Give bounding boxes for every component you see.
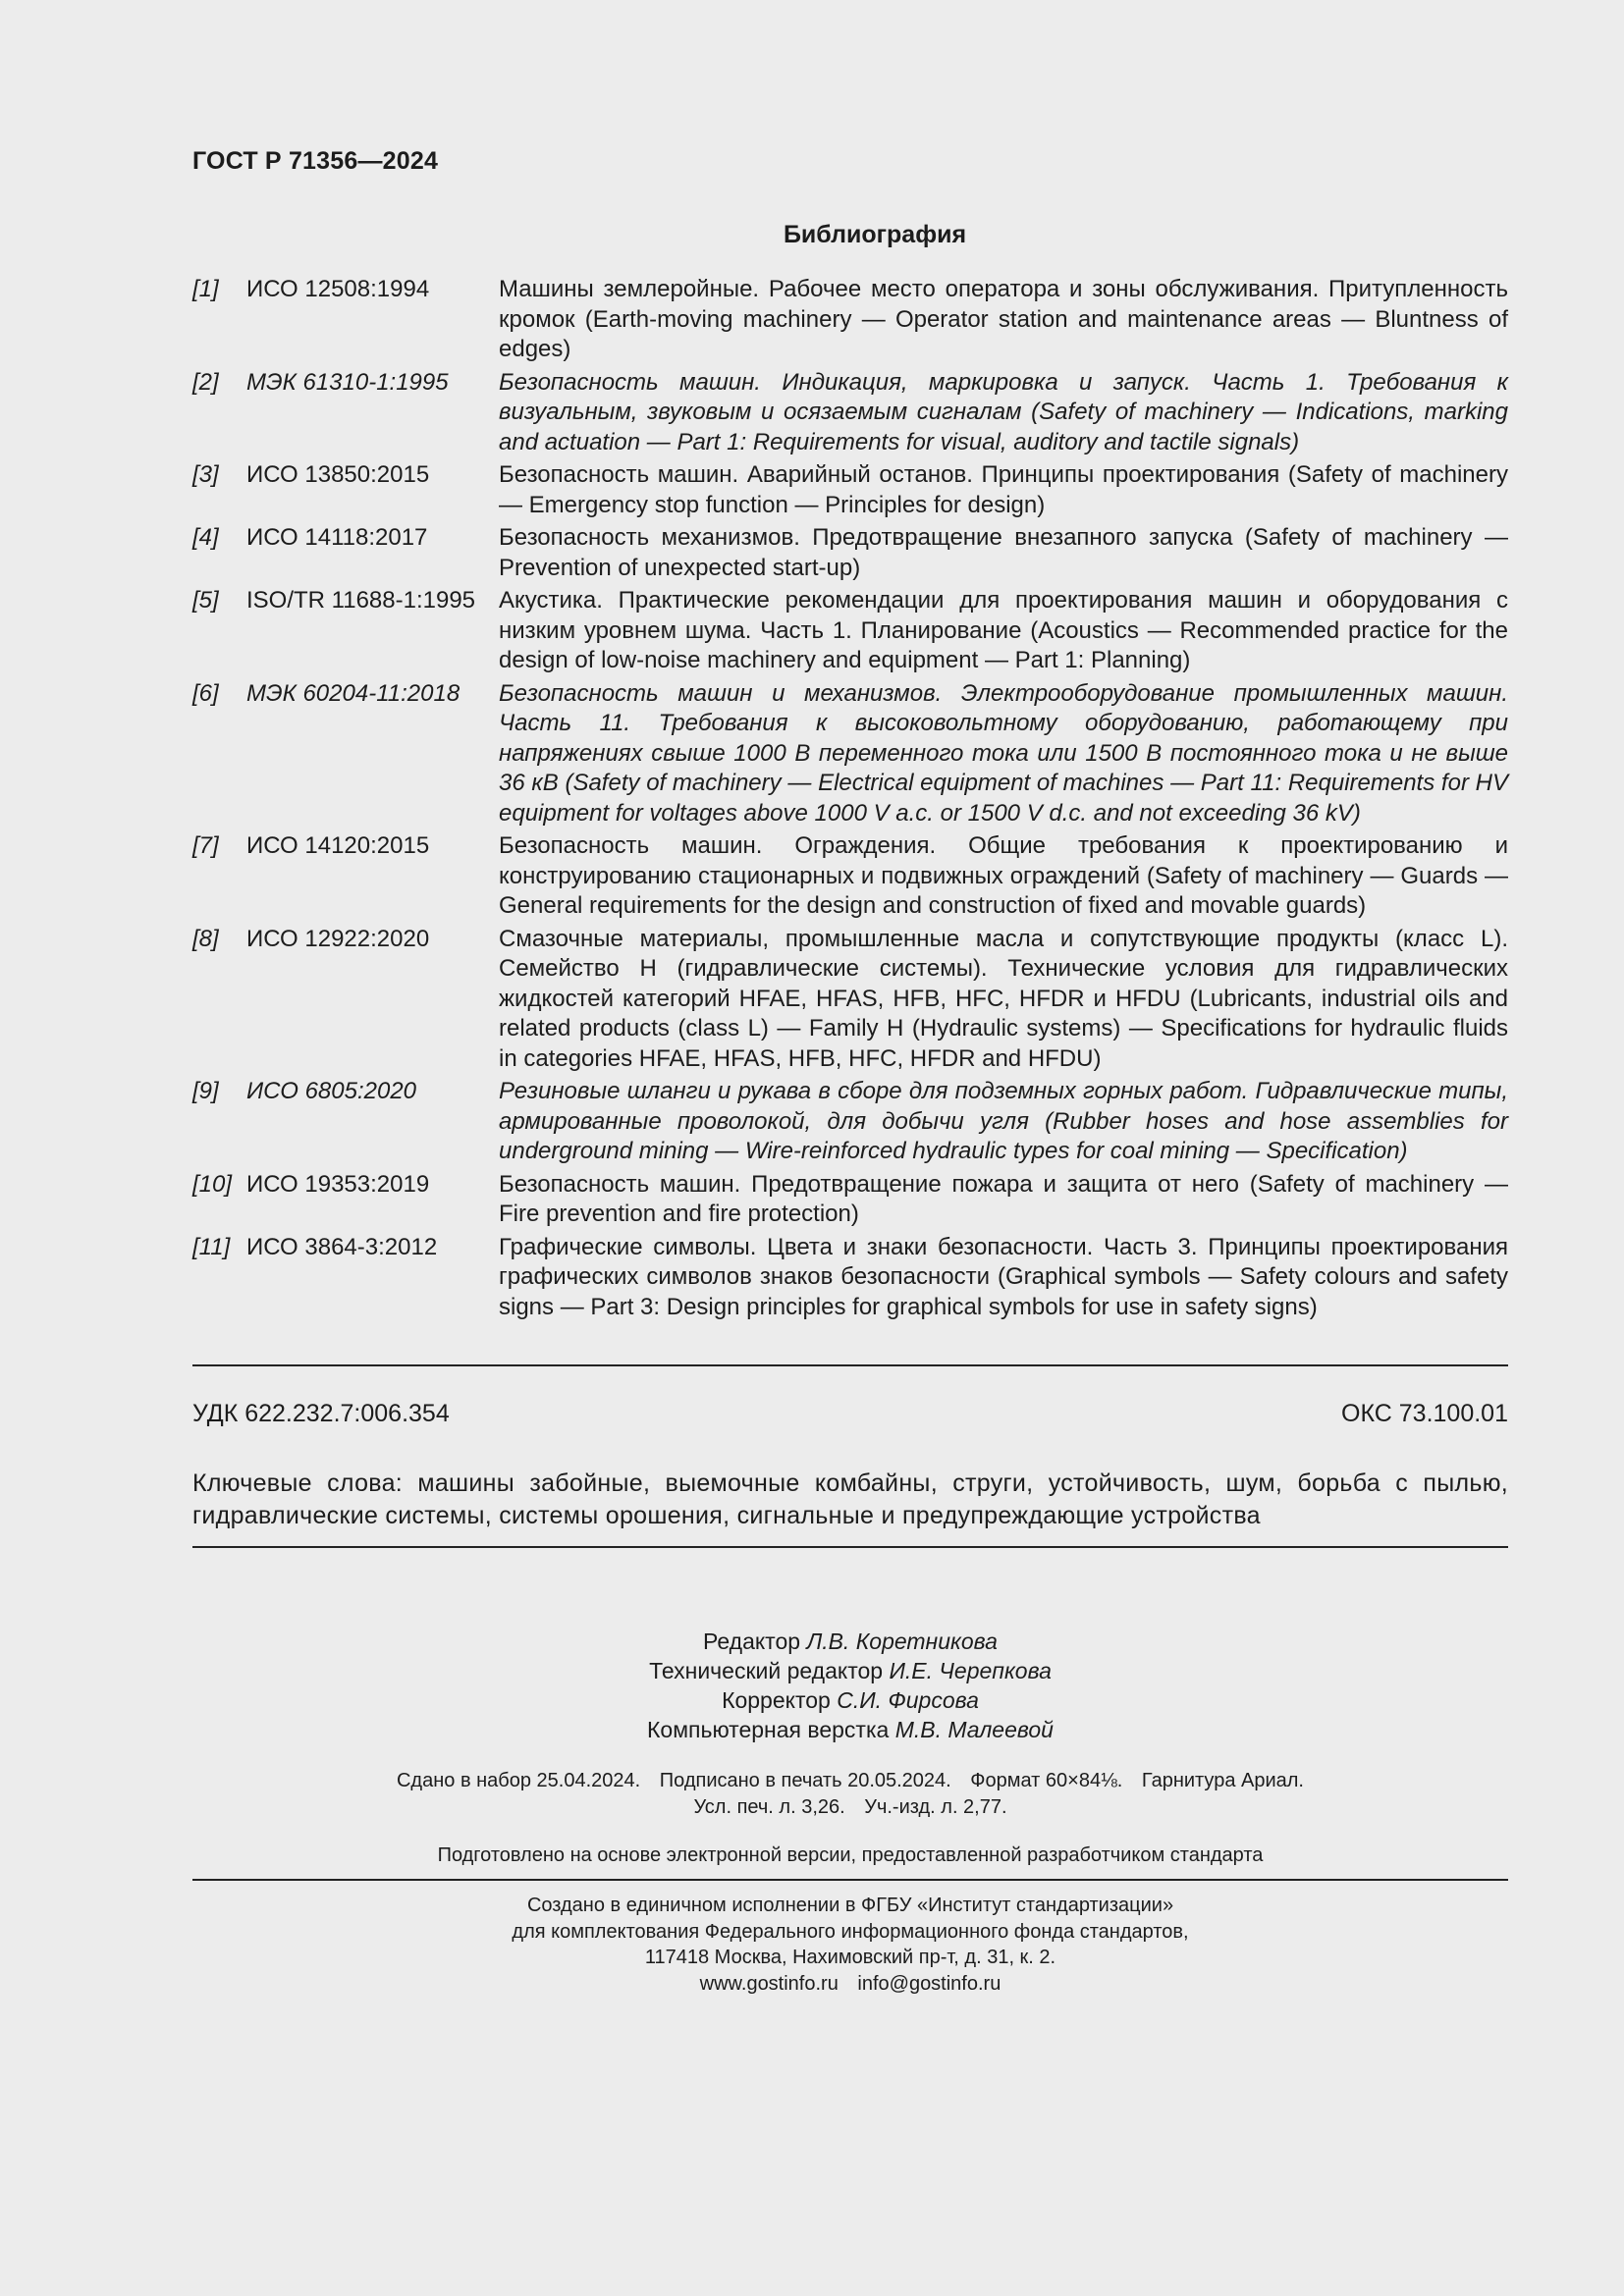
publisher-line: Создано в единичном исполнении в ФГБУ «Институт стандартизации» bbox=[526, 1895, 1174, 1916]
bibliography-item bbox=[192, 1077, 1508, 1167]
bibliography-item bbox=[192, 1233, 1508, 1323]
ref-number: [9] bbox=[192, 1078, 219, 1104]
publisher-line: для комплектования Федерального информационного фонда стандартов, bbox=[512, 1920, 1189, 1943]
ref-code: ИСО 14118:2017 bbox=[246, 524, 428, 551]
bibliography-item bbox=[192, 925, 1508, 1075]
ref-code: ИСО 3864-3:2012 bbox=[246, 1233, 438, 1260]
edit-sheets: Уч.-изд. л. 2,77. bbox=[864, 1796, 1007, 1818]
credit-role: Компьютерная верстка bbox=[647, 1717, 890, 1742]
ref-text: Машины землеройные. Рабочее место оператора и зоны обслуживания. Притупленность кромок (Earth-moving machinery — Operator station and maintenance areas — Bluntness of edges) bbox=[499, 276, 1508, 362]
credit-line bbox=[192, 1656, 1508, 1685]
ref-code: ИСО 12508:1994 bbox=[246, 276, 430, 302]
submitted-date: Сдано в набор 25.04.2024. bbox=[396, 1770, 641, 1791]
ref-number: [6] bbox=[192, 679, 219, 707]
divider bbox=[192, 1546, 1508, 1548]
bibliography-item bbox=[192, 679, 1508, 829]
ref-number: [1] bbox=[192, 276, 219, 302]
credit-line bbox=[192, 1627, 1508, 1656]
ref-code: ИСО 13850:2015 bbox=[246, 461, 430, 488]
ref-code: ИСО 12922:2020 bbox=[246, 925, 430, 952]
prepared-note: Подготовлено на основе электронной версии, предоставленной разработчиком стандарта bbox=[437, 1844, 1264, 1866]
ref-number: [4] bbox=[192, 524, 219, 551]
ref-number: [5] bbox=[192, 587, 219, 614]
ref-code: МЭК 61310-1:1995 bbox=[246, 368, 449, 396]
classification-row bbox=[192, 1400, 1508, 1428]
imprint-line bbox=[192, 1768, 1508, 1794]
document-id: ГОСТ Р 71356—2024 bbox=[192, 147, 439, 175]
ref-text: Акустика. Практические рекомендации для проектирования машин и оборудования с низким уровнем шума. Часть 1. Планирование (Acoustics — Recommended practice for the design of low-noise machinery and equipment — Part 1: Planning) bbox=[499, 587, 1508, 673]
bibliography-item bbox=[192, 586, 1508, 676]
divider bbox=[192, 1879, 1508, 1881]
ref-number: [10] bbox=[192, 1170, 233, 1198]
credit-role: Редактор bbox=[703, 1629, 801, 1654]
bibliography-item bbox=[192, 1170, 1508, 1230]
ref-text: Безопасность машин. Аварийный останов. Принципы проектирования (Safety of machinery — Emergency stop function — Principles for design) bbox=[499, 461, 1508, 518]
ref-text: Безопасность машин и механизмов. Электрооборудование промышленных машин. Часть 11. Требования к высоковольтному оборудованию, работающему при напряжениях свыше 1000 В переменного тока или 1500 В постоянного тока и не выше 36 кВ (Safety of machinery — Electrical equipment of machines — Part 11: Requirements for HV equipment for voltages above 1000 V a.c. or 1500 V d.c. and not exceeding 36 kV) bbox=[499, 679, 1508, 827]
imprint-line bbox=[192, 1794, 1508, 1821]
ref-code: ИСО 19353:2019 bbox=[246, 1170, 430, 1198]
publisher-address: 117418 Москва, Нахимовский пр-т, д. 31, к. 2. bbox=[644, 1947, 1056, 1968]
print-sheets: Усл. печ. л. 3,26. bbox=[693, 1796, 845, 1818]
website-link[interactable]: www.gostinfo.ru bbox=[699, 1972, 839, 1995]
imprint-block bbox=[192, 1768, 1508, 1821]
paper-format: Формат 60×84⅛. bbox=[970, 1770, 1123, 1791]
credit-line bbox=[192, 1685, 1508, 1715]
bibliography-list bbox=[192, 275, 1508, 1322]
typeface: Гарнитура Ариал. bbox=[1141, 1770, 1304, 1791]
ref-text: Безопасность машин. Предотвращение пожара и защита от него (Safety of machinery — Fire prevention and fire protection) bbox=[499, 1170, 1508, 1227]
ref-number: [2] bbox=[192, 368, 219, 396]
publisher-contacts bbox=[192, 1971, 1508, 1998]
bibliography-item bbox=[192, 523, 1508, 583]
bibliography-item bbox=[192, 275, 1508, 365]
ref-code: ISO/TR 11688-1:1995 bbox=[246, 587, 476, 614]
credit-role: Технический редактор bbox=[649, 1658, 884, 1683]
bibliography-title: Библиография bbox=[783, 221, 967, 248]
ref-text: Смазочные материалы, промышленные масла и сопутствующие продукты (класс L). Семейство H (гидравлические системы). Технические условия для гидравлических жидкостей категорий HFAE, HFAS, HFB, HFC, HFDR и HFDU (Lubricants, industrial oils and related products (class L) — Family H (Hydraulic systems) — Specifications for hydraulic fluids in categories HFAE, HFAS, HFB, HFC, HFDR and HFDU) bbox=[499, 925, 1508, 1072]
credit-name: М.В. Малеевой bbox=[894, 1717, 1054, 1742]
ref-code: МЭК 60204-11:2018 bbox=[246, 679, 460, 707]
ref-code: ИСО 14120:2015 bbox=[246, 832, 430, 859]
ref-number: [11] bbox=[192, 1233, 231, 1260]
divider bbox=[192, 1364, 1508, 1366]
credit-line bbox=[192, 1715, 1508, 1744]
ref-code: ИСО 6805:2020 bbox=[246, 1078, 417, 1104]
ref-number: [8] bbox=[192, 925, 219, 952]
ref-number: [3] bbox=[192, 461, 219, 488]
bibliography-item bbox=[192, 831, 1508, 922]
credits-block bbox=[192, 1627, 1508, 1744]
ref-text: Графические символы. Цвета и знаки безопасности. Часть 3. Принципы проектирования графических символов знаков безопасности (Graphical symbols — Safety colours and safety signs — Part 3: Design principles for graphical symbols for use in safety signs) bbox=[499, 1233, 1508, 1320]
ref-text: Безопасность механизмов. Предотвращение внезапного запуска (Safety of machinery — Prevention of unexpected start-up) bbox=[499, 524, 1508, 581]
ref-text: Резиновые шланги и рукава в сборе для подземных горных работ. Гидравлические типы, армированные проволокой, для добычи угля (Rubber hoses and hose assemblies for underground mining — Wire-reinforced hydraulic types for coal mining — Specification) bbox=[499, 1078, 1508, 1164]
document-page bbox=[192, 147, 1508, 1997]
bibliography-item bbox=[192, 368, 1508, 458]
udk-code: УДК 622.232.7:006.354 bbox=[192, 1400, 450, 1427]
ref-text: Безопасность машин. Ограждения. Общие требования к проектированию и конструированию стационарных и подвижных ограждений (Safety of machinery — Guards — General requirements for the design and construction of fixed and movable guards) bbox=[499, 832, 1508, 919]
publisher-block bbox=[192, 1893, 1508, 1997]
credit-name: И.Е. Черепкова bbox=[889, 1658, 1052, 1683]
ref-number: [7] bbox=[192, 832, 219, 859]
email-link[interactable]: info@gostinfo.ru bbox=[857, 1972, 1001, 1995]
bibliography-item bbox=[192, 460, 1508, 520]
credit-role: Корректор bbox=[722, 1687, 831, 1713]
ref-text: Безопасность машин. Индикация, маркировка и запуск. Часть 1. Требования к визуальным, звуковым и осязаемым сигналам (Safety of machinery — Indications, marking and actuation — Part 1: Requirements for visual, auditory and tactile signals) bbox=[499, 368, 1508, 455]
oks-code: ОКС 73.100.01 bbox=[1341, 1400, 1508, 1427]
signed-date: Подписано в печать 20.05.2024. bbox=[659, 1770, 951, 1791]
credit-name: Л.В. Коретникова bbox=[806, 1629, 998, 1654]
credit-name: С.И. Фирсова bbox=[837, 1687, 979, 1713]
keywords: Ключевые слова: машины забойные, выемочные комбайны, струги, устойчивость, шум, борьба с пылью, гидравлические системы, системы орошения, сигнальные и предупреждающие устройства bbox=[192, 1469, 1508, 1529]
